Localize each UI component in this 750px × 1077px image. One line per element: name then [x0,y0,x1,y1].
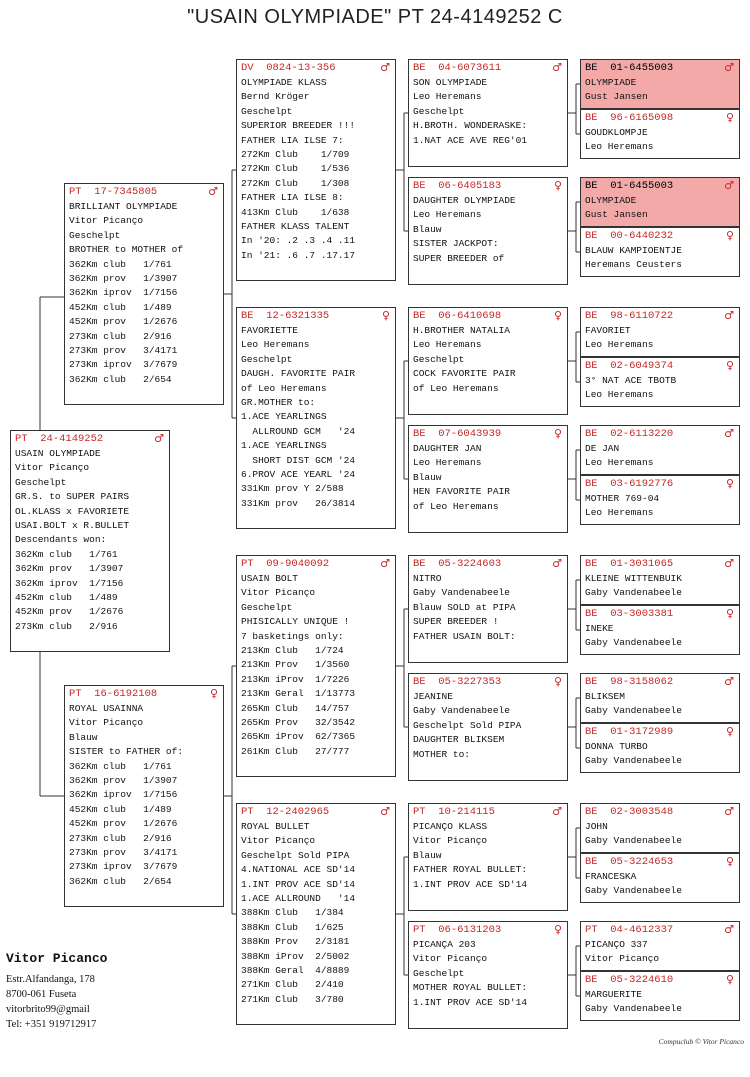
ring-number [65,184,223,200]
ring-number [409,556,567,572]
pedigree-line: Blauw SOLD at PIPA [413,601,516,613]
female-symbol-icon: ♀ [553,179,562,192]
pedigree-card-dd [236,803,396,1025]
female-symbol-icon: ♀ [725,111,734,124]
pedigree-line: Geschelpt [241,105,293,117]
pedigree-line: Leo Heremans [413,209,482,221]
pedigree-line: Gaby Vandenabeele [585,755,682,767]
pedigree-line: 362Km prov 1/3907 [69,775,178,787]
pedigree-line: Leo Heremans [413,91,482,103]
male-symbol-icon: ♂ [154,432,164,445]
male-symbol-icon: ♂ [724,179,734,192]
pedigree-line: 452Km prov 1/2676 [69,818,178,830]
pedigree-line: FATHER KLASS TALENT [241,221,350,233]
pedigree-card-g4 [580,227,740,277]
ring-text: BE 01-6455003 [585,180,674,192]
pedigree-line: 213Km Geral 1/13773 [241,688,356,700]
ring-text: PT 12-2402965 [241,806,330,818]
pedigree-line: SISTER JACKPOT: [413,238,499,250]
ring-number [581,972,739,988]
breeder-name: Vitor Picanco [6,951,108,966]
pedigree-line: 388Km Geral 4/8889 [241,965,350,977]
ring-number [65,686,223,702]
pedigree-card-g14 [580,853,740,903]
pedigree-line: 4.NATIONAL ACE SD'14 [241,864,356,876]
male-symbol-icon: ♂ [380,557,390,570]
pedigree-line: USAIN OLYMPIADE [15,448,101,459]
ring-number [581,922,739,938]
ring-text: BE 02-6049374 [585,360,674,372]
female-symbol-icon: ♀ [725,477,734,490]
pedigree-line: 362Km iprov 1/7156 [69,789,178,801]
pedigree-line: 272Km Club 1/709 [241,149,350,161]
pedigree-line: 273Km club 2/916 [69,330,172,342]
ring-text: PT 04-4612337 [585,924,674,936]
ring-number [581,804,739,820]
pedigree-line: HEN FAVORITE PAIR [413,486,510,498]
pedigree-card-ddd [408,921,568,1029]
pedigree-line: Gaby Vandenabeele [413,705,510,717]
pedigree-line: Geschelpt [413,105,465,117]
pedigree-line: 3° NAT ACE TBOTB [585,375,677,386]
pedigree-line: In '21: .6 .7 .17.17 [241,249,356,261]
pedigree-line: Gaby Vandenabeele [585,705,682,717]
pedigree-line: 261Km Club 27/777 [241,745,350,757]
ring-text: PT 16-6192108 [69,688,158,700]
pedigree-card-sire [64,183,224,405]
pedigree-line: 7 basketings only: [241,630,344,642]
pedigree-line: 1.ACE YEARLINGS [241,411,327,423]
male-symbol-icon: ♂ [552,61,562,74]
pedigree-line: FATHER LIA ILSE 7: [241,134,344,146]
pedigree-line: Leo Heremans [585,507,654,519]
pedigree-line: Gaby Vandenabeele [413,587,510,599]
ring-number [581,476,739,492]
pedigree-line: 388Km Prov 2/3181 [241,936,350,948]
pedigree-line: SHORT DIST GCM '24 [241,454,356,466]
pedigree-line: GR.MOTHER to: [241,397,316,409]
pedigree-line: 388Km iProv 2/5002 [241,950,350,962]
pedigree-line: FRANCESKA [585,871,637,882]
ring-number [409,60,567,76]
female-symbol-icon: ♀ [725,855,734,868]
ring-number [409,922,567,938]
ring-text: BE 02-6113220 [585,428,674,440]
pedigree-card-g10 [580,605,740,655]
pedigree-line: 273Km club 2/916 [69,832,172,844]
female-symbol-icon: ♀ [725,359,734,372]
pedigree-line: GOUDKLOMPJE [585,127,648,138]
pedigree-line: 213Km iProv 1/7226 [241,673,350,685]
male-symbol-icon: ♂ [552,557,562,570]
pedigree-line: DAUGH. FAVORITE PAIR [241,368,356,380]
ring-text: BE 03-6192776 [585,478,674,490]
pedigree-line: 362Km club 2/654 [69,875,172,887]
pedigree-line: 331Km prov 26/3814 [241,497,356,509]
pedigree-card-sd [236,307,396,529]
pedigree-line: 452Km club 1/489 [69,301,172,313]
pedigree-card-dsd [408,673,568,781]
male-symbol-icon: ♂ [552,805,562,818]
pedigree-line: 1.ACE ALLROUND '14 [241,893,356,905]
pedigree-line: 273Km iprov 3/7679 [69,861,178,873]
pedigree-line: OLYMPIADE [585,77,637,88]
pedigree-line: 265Km Club 14/757 [241,702,350,714]
ring-number [581,178,739,194]
pedigree-line: Gaby Vandenabeele [585,587,682,599]
pedigree-line: OLYMPIADE [585,195,637,206]
pedigree-card-g8 [580,475,740,525]
pedigree-card-g9 [580,555,740,605]
pedigree-line: BLAUW KAMPIOENTJE [585,245,682,256]
male-symbol-icon: ♂ [380,61,390,74]
male-symbol-icon: ♂ [724,61,734,74]
pedigree-line: BLIKSEM [585,691,625,702]
pedigree-line: 362Km club 1/761 [69,760,172,772]
pedigree-line: 362Km club 2/654 [69,373,172,385]
pedigree-line: 6.PROV ACE YEARL '24 [241,469,356,481]
pedigree-line: FATHER USAIN BOLT: [413,630,516,642]
pedigree-line: of Leo Heremans [413,500,499,512]
pedigree-line: Gaby Vandenabeele [585,637,682,649]
ring-text: BE 00-6440232 [585,230,674,242]
pedigree-line: Gaby Vandenabeele [585,1003,682,1015]
male-symbol-icon: ♂ [724,557,734,570]
pedigree-line: 1.INT PROV ACE SD'14 [413,996,528,1008]
pedigree-card-sdd [408,425,568,533]
pedigree-line: Geschelpt [69,229,121,241]
male-symbol-icon: ♂ [724,309,734,322]
female-symbol-icon: ♀ [725,607,734,620]
ring-text: BE 98-3158062 [585,676,674,688]
male-symbol-icon: ♂ [724,675,734,688]
pedigree-line: Vitor Picanço [585,953,660,965]
ring-text: PT 24-4149252 [15,433,104,445]
pedigree-line: Bernd Kröger [241,91,310,103]
software-credit: Compuclub © Vitor Picanco [658,1037,744,1046]
pedigree-card-ss [236,59,396,281]
pedigree-line: USAI.BOLT x R.BULLET [15,520,130,532]
pedigree-line: H.BROTHER NATALIA [413,325,510,336]
pedigree-line: DE JAN [585,443,620,454]
pedigree-line: 413Km Club 1/638 [241,206,350,218]
ring-text: BE 06-6405183 [413,180,502,192]
pedigree-line: SON OLYMPIADE [413,77,488,88]
pedigree-line: MARGUERITE [585,989,643,1000]
breeder-phone: Tel: +351 919712917 [6,1019,97,1030]
pedigree-line: 1.INT PROV ACE SD'14 [413,878,528,890]
pedigree-line: NITRO [413,573,442,584]
female-symbol-icon: ♀ [553,675,562,688]
pedigree-line: FATHER ROYAL BULLET: [413,864,528,876]
pedigree-line: 388Km Club 1/625 [241,921,344,933]
pedigree-line: BRILLIANT OLYMPIADE [69,201,178,212]
ring-text: BE 05-3224610 [585,974,674,986]
pedigree-line: Blauw [413,223,442,235]
pedigree-line: of Leo Heremans [241,382,327,394]
ring-number [237,556,395,572]
pedigree-line: DAUGHTER OLYMPIADE [413,195,516,206]
ring-number [581,674,739,690]
pedigree-line: 273Km club 2/916 [15,620,118,632]
breeder-email: vitorbrito99@gmail [6,1004,90,1015]
pedigree-card-g2 [580,109,740,159]
pedigree-line: Vitor Picanço [241,587,316,599]
pedigree-line: Geschelpt [15,476,67,488]
ring-text: BE 07-6043939 [413,428,502,440]
pedigree-card-g13 [580,803,740,853]
pedigree-line: 213Km Prov 1/3560 [241,659,350,671]
ring-text: BE 05-3227353 [413,676,502,688]
pedigree-line: SUPERIOR BREEDER !!! [241,120,356,132]
male-symbol-icon: ♂ [724,923,734,936]
pedigree-line: Vitor Picanço [69,717,144,729]
ring-number [581,110,739,126]
ring-text: BE 01-3172989 [585,726,674,738]
pedigree-line: Leo Heremans [413,457,482,469]
pedigree-card-g1 [580,59,740,109]
pedigree-line: Heremans Ceusters [585,259,682,271]
pedigree-line: Geschelpt [413,353,465,365]
pedigree-line: DONNA TURBO [585,741,648,752]
pedigree-line: Leo Heremans [241,339,310,351]
male-symbol-icon: ♂ [724,427,734,440]
pedigree-line: Gust Jansen [585,209,648,221]
pedigree-line: 362Km club 1/761 [15,548,118,560]
pedigree-line: 272Km Club 1/536 [241,163,350,175]
pedigree-line: Descendants won: [15,534,107,546]
pedigree-line: Geschelpt Sold PIPA [413,719,522,731]
pedigree-line: Blauw [413,849,442,861]
male-symbol-icon: ♂ [724,805,734,818]
pedigree-line: MOTHER ROYAL BULLET: [413,982,528,994]
pedigree-card-g16 [580,971,740,1021]
pedigree-line: 362Km iprov 1/7156 [15,577,124,589]
pedigree-line: FAVORIET [585,325,631,336]
ring-number [581,606,739,622]
pedigree-line: SISTER to FATHER of: [69,746,184,758]
ring-number [237,308,395,324]
pedigree-card-sss [408,59,568,167]
pedigree-line: GR.S. to SUPER PAIRS [15,491,130,503]
ring-text: PT 09-9040092 [241,558,330,570]
pedigree-line: Geschelpt [241,353,293,365]
pedigree-line: SUPER BREEDER ! [413,616,499,628]
pedigree-line: 1.ACE YEARLINGS [241,440,327,452]
pedigree-line: SUPER BREEDER of [413,252,505,264]
ring-text: BE 05-3224653 [585,856,674,868]
pedigree-line: 265Km Prov 32/3542 [241,717,356,729]
pedigree-card-dds [408,803,568,911]
ring-text: BE 03-3003381 [585,608,674,620]
male-symbol-icon: ♂ [380,805,390,818]
pedigree-line: ROYAL BULLET [241,821,310,832]
pedigree-line: 271Km Club 3/780 [241,993,344,1005]
pedigree-line: Geschelpt [413,967,465,979]
pedigree-line: JOHN [585,821,608,832]
female-symbol-icon: ♀ [381,309,390,322]
female-symbol-icon: ♀ [725,725,734,738]
pedigree-title: "USAIN OLYMPIADE" PT 24-4149252 C [187,6,563,28]
pedigree-line: Geschelpt Sold PIPA [241,849,350,861]
pedigree-card-dam [64,685,224,907]
pedigree-line: INEKE [585,623,614,634]
ring-number [581,854,739,870]
pedigree-line: 213Km Club 1/724 [241,645,344,657]
pedigree-line: Vitor Picanço [69,215,144,227]
pedigree-line: PICANÇA 203 [413,939,476,950]
pedigree-line: Leo Heremans [585,141,654,153]
ring-number [409,804,567,820]
ring-number [409,178,567,194]
female-symbol-icon: ♀ [725,973,734,986]
ring-text: BE 12-6321335 [241,310,330,322]
ring-text: BE 98-6110722 [585,310,674,322]
pedigree-line: MOTHER 769-04 [585,493,660,504]
ring-text: PT 06-6131203 [413,924,502,936]
ring-text: BE 02-3003548 [585,806,674,818]
pedigree-line: USAIN BOLT [241,573,299,584]
ring-text: BE 04-6073611 [413,62,502,74]
pedigree-line: 265Km iProv 62/7365 [241,731,356,743]
pedigree-line: Leo Heremans [585,457,654,469]
pedigree-card-g3 [580,177,740,227]
ring-number [409,674,567,690]
female-symbol-icon: ♀ [553,427,562,440]
pedigree-line: DAUGHTER JAN [413,443,482,454]
ring-number [581,556,739,572]
ring-number [581,426,739,442]
ring-number [581,228,739,244]
pedigree-card-subject [10,430,170,652]
pedigree-line: Vitor Picanço [413,835,488,847]
pedigree-card-g5 [580,307,740,357]
ring-number [409,426,567,442]
pedigree-line: KLEINE WITTENBUIK [585,573,682,584]
pedigree-line: Leo Heremans [413,339,482,351]
pedigree-line: OLYMPIADE KLASS [241,77,327,88]
ring-text: PT 17-7345805 [69,186,158,198]
pedigree-line: OL.KLASS x FAVORIETE [15,505,130,517]
ring-text: DV 0824-13-356 [241,62,336,74]
pedigree-line: MOTHER to: [413,748,471,760]
pedigree-line: Vitor Picanço [413,953,488,965]
ring-number [237,804,395,820]
pedigree-line: 331Km prov Y 2/588 [241,483,344,495]
ring-number [409,308,567,324]
pedigree-card-g15 [580,921,740,971]
ring-number [237,60,395,76]
ring-text: BE 01-6455003 [585,62,674,74]
pedigree-line: PICANÇO 337 [585,939,648,950]
pedigree-line: FAVORIETTE [241,325,299,336]
pedigree-line: 362Km prov 1/3907 [15,563,124,575]
pedigree-card-dss [408,555,568,663]
ring-text: BE 06-6410698 [413,310,502,322]
ring-text: BE 05-3224603 [413,558,502,570]
pedigree-line: 273Km prov 3/4171 [69,345,178,357]
pedigree-line: 272Km Club 1/308 [241,177,350,189]
pedigree-line: Gust Jansen [585,91,648,103]
pedigree-line: ALLROUND GCM '24 [241,425,356,437]
female-symbol-icon: ♀ [553,923,562,936]
pedigree-line: H.BROTH. WONDERASKE: [413,120,528,132]
female-symbol-icon: ♀ [209,687,218,700]
pedigree-line: 362Km iprov 1/7156 [69,287,178,299]
pedigree-line: 452Km club 1/489 [15,592,118,604]
pedigree-line: Vitor Picanço [15,462,90,474]
pedigree-line: 362Km club 1/761 [69,258,172,270]
pedigree-line: 271Km Club 2/410 [241,979,344,991]
pedigree-line: BROTHER to MOTHER of [69,244,184,256]
pedigree-card-ssd [408,177,568,285]
pedigree-line: 1.NAT ACE AVE REG'01 [413,134,528,146]
ring-number [581,308,739,324]
breeder-info [6,951,107,1032]
pedigree-line: DAUGHTER BLIKSEM [413,734,505,746]
female-symbol-icon: ♀ [725,229,734,242]
pedigree-line: 452Km club 1/489 [69,803,172,815]
breeder-address: Estr.Alfandanga, 178 [6,974,95,985]
pedigree-line: Blauw [69,731,98,743]
pedigree-card-sds [408,307,568,415]
pedigree-line: 273Km prov 3/4171 [69,847,178,859]
breeder-postal: 8700-061 Fuseta [6,989,77,1000]
pedigree-card-g7 [580,425,740,475]
pedigree-line: ROYAL USAINNA [69,703,144,714]
female-symbol-icon: ♀ [553,309,562,322]
pedigree-line: 1.INT PROV ACE SD'14 [241,878,356,890]
pedigree-card-g11 [580,673,740,723]
pedigree-line: Gaby Vandenabeele [585,835,682,847]
pedigree-line: Leo Heremans [585,339,654,351]
pedigree-line: PICANÇO KLASS [413,821,488,832]
pedigree-line: COCK FAVORITE PAIR [413,368,516,380]
male-symbol-icon: ♂ [208,185,218,198]
pedigree-line: 388Km Club 1/384 [241,907,344,919]
pedigree-line: Geschelpt [241,601,293,613]
ring-number [581,358,739,374]
pedigree-card-g6 [580,357,740,407]
pedigree-line: FATHER LIA ILSE 8: [241,192,344,204]
ring-number [581,60,739,76]
pedigree-line: Blauw [413,471,442,483]
pedigree-line: PHISICALLY UNIQUE ! [241,616,350,628]
pedigree-line: Leo Heremans [585,389,654,401]
pedigree-line: 273Km iprov 3/7679 [69,359,178,371]
pedigree-line: 452Km prov 1/2676 [15,606,124,618]
ring-text: BE 96-6165098 [585,112,674,124]
ring-text: BE 01-3031065 [585,558,674,570]
pedigree-card-ds [236,555,396,777]
pedigree-line: 362Km prov 1/3907 [69,273,178,285]
pedigree-line: Vitor Picanço [241,835,316,847]
pedigree-line: Gaby Vandenabeele [585,885,682,897]
pedigree-card-g12 [580,723,740,773]
ring-number [11,431,169,447]
pedigree-line: In '20: .2 .3 .4 .11 [241,235,356,247]
ring-text: PT 10-214115 [413,806,495,818]
pedigree-line: JEANINE [413,691,453,702]
pedigree-line: of Leo Heremans [413,382,499,394]
ring-number [581,724,739,740]
pedigree-line: 452Km prov 1/2676 [69,316,178,328]
